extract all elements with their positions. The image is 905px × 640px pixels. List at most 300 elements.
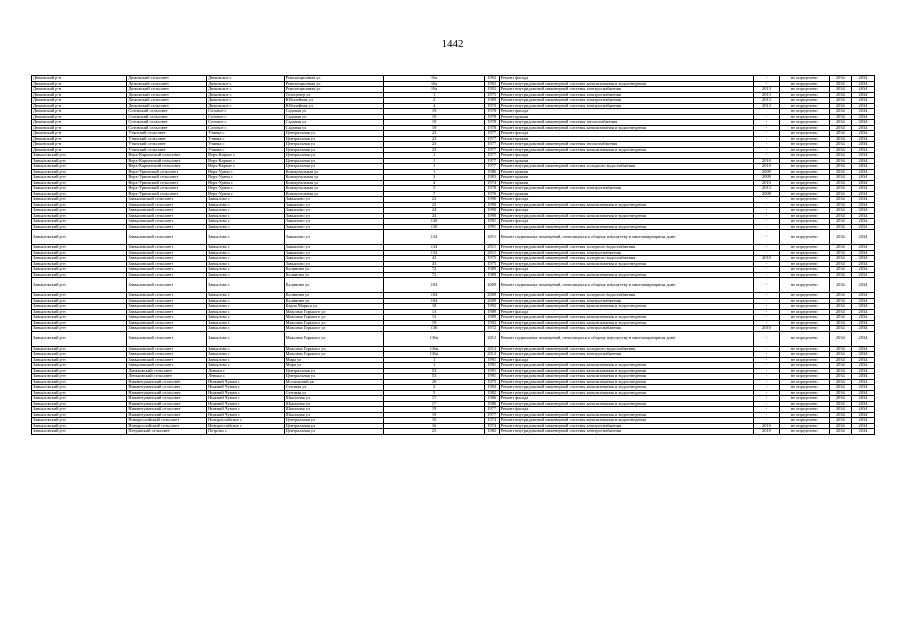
- plan-end-cell: 2034: [851, 180, 874, 186]
- year-built-cell: 1978: [484, 109, 499, 115]
- settlement-cell: Завьяловский сельсовет: [127, 256, 207, 262]
- cost-cell: не определено: [779, 267, 829, 273]
- street-cell: Максима Горького ул: [284, 352, 384, 358]
- cost-cell: не определено: [779, 158, 829, 164]
- plan-start-cell: 2034: [829, 407, 851, 413]
- last-repair-cell: 2010: [754, 423, 779, 429]
- plan-end-cell: 2034: [851, 309, 874, 315]
- work-type-cell: Ремонт фасада: [499, 219, 754, 225]
- year-built-cell: 1977: [484, 158, 499, 164]
- work-type-cell: Ремонт внутридомовой инженерной системы канализования и водоотведения: [499, 272, 754, 278]
- last-repair-cell: -: [754, 401, 779, 407]
- house-cell: 1: [384, 363, 485, 369]
- work-type-cell: Ремонт фасада: [499, 267, 754, 273]
- last-repair-cell: -: [754, 202, 779, 208]
- last-repair-cell: -: [754, 114, 779, 120]
- work-type-cell: Ремонт внутридомовой инженерной системы канализования и водоотведения: [499, 304, 754, 310]
- settlement-cell: Верх-Урюмский сельсовет: [127, 186, 207, 192]
- locality-cell: Завьялово с: [207, 219, 285, 225]
- district-cell: Дюковский р-н: [32, 109, 127, 115]
- last-repair-cell: -: [754, 153, 779, 159]
- district-cell: Завьяловский р-н: [32, 158, 127, 164]
- settlement-cell: Завьяловский сельсовет: [127, 272, 207, 278]
- street-cell: Садовая ул: [284, 109, 384, 115]
- plan-end-cell: 2034: [851, 368, 874, 374]
- settlement-cell: Сотовский сельсовет: [127, 125, 207, 131]
- year-built-cell: 1982: [484, 390, 499, 396]
- settlement-cell: Утянский сельсовет: [127, 136, 207, 142]
- year-built-cell: 2012: [484, 331, 499, 346]
- year-built-cell: 1989: [484, 315, 499, 321]
- plan-start-cell: 2034: [829, 169, 851, 175]
- house-cell: 43: [384, 256, 485, 262]
- cost-cell: не определено: [779, 261, 829, 267]
- plan-start-cell: 2034: [829, 331, 851, 346]
- plan-start-cell: 2034: [829, 315, 851, 321]
- work-type-cell: Ремонт внутридомовой инженерной системы канализования и водоотведения: [499, 261, 754, 267]
- street-cell: Революционная ул: [284, 87, 384, 93]
- house-cell: 5: [384, 186, 485, 192]
- work-type-cell: Ремонт внутридомовой инженерной системы холодного водоснабжения: [499, 245, 754, 251]
- settlement-cell: Завьяловский сельсовет: [127, 304, 207, 310]
- work-type-cell: Ремонт внутридомовой инженерной системы электроснабжения: [499, 103, 754, 109]
- plan-end-cell: 2034: [851, 158, 874, 164]
- house-cell: 1: [384, 153, 485, 159]
- plan-end-cell: 2034: [851, 98, 874, 104]
- cost-cell: не определено: [779, 407, 829, 413]
- cost-cell: не определено: [779, 379, 829, 385]
- year-built-cell: 1975: [484, 261, 499, 267]
- work-type-cell: Ремонт внутридомовой инженерной системы теплоснабжения: [499, 142, 754, 148]
- year-built-cell: 1977: [484, 412, 499, 418]
- plan-start-cell: 2034: [829, 256, 851, 262]
- year-built-cell: 1992: [484, 320, 499, 326]
- year-built-cell: 2012: [484, 352, 499, 358]
- work-type-cell: Ремонт внутридомовой инженерной системы канализования и водоотведения: [499, 81, 754, 87]
- cost-cell: не определено: [779, 120, 829, 126]
- settlement-cell: Завьяловский сельсовет: [127, 315, 207, 321]
- year-built-cell: 1989: [484, 272, 499, 278]
- locality-cell: Завьялово с: [207, 357, 285, 363]
- last-repair-cell: 2009: [754, 169, 779, 175]
- year-built-cell: 1977: [484, 142, 499, 148]
- repair-schedule-table: [31, 75, 875, 435]
- last-repair-cell: 2010: [754, 158, 779, 164]
- cost-cell: не определено: [779, 136, 829, 142]
- cost-cell: не определено: [779, 418, 829, 424]
- plan-start-cell: 2034: [829, 136, 851, 142]
- house-cell: 3: [384, 175, 485, 181]
- work-type-cell: Ремонт внутридомовой инженерной системы электроснабжения: [499, 326, 754, 332]
- locality-cell: Завьялово с: [207, 304, 285, 310]
- house-cell: 134: [384, 250, 485, 256]
- street-cell: Мира ул: [284, 357, 384, 363]
- house-cell: 19: [384, 114, 485, 120]
- last-repair-cell: -: [754, 224, 779, 230]
- street-cell: Завьялово ул: [284, 230, 384, 245]
- settlement-cell: Утянский сельсовет: [127, 147, 207, 153]
- house-cell: 22: [384, 197, 485, 203]
- year-built-cell: 1977: [484, 147, 499, 153]
- last-repair-cell: -: [754, 293, 779, 299]
- locality-cell: Завьялово с: [207, 331, 285, 346]
- locality-cell: Завьялово с: [207, 320, 285, 326]
- year-built-cell: 2011: [484, 230, 499, 245]
- district-cell: Завьяловский р-н: [32, 230, 127, 245]
- plan-start-cell: 2034: [829, 272, 851, 278]
- district-cell: Завьяловский р-н: [32, 250, 127, 256]
- plan-end-cell: 2034: [851, 202, 874, 208]
- cost-cell: не определено: [779, 401, 829, 407]
- district-cell: Завьяловский р-н: [32, 315, 127, 321]
- district-cell: Завьяловский р-н: [32, 331, 127, 346]
- last-repair-cell: -: [754, 125, 779, 131]
- last-repair-cell: 2008: [754, 191, 779, 197]
- locality-cell: Завьялово с: [207, 278, 285, 293]
- house-cell: 130: [384, 224, 485, 230]
- district-cell: Завьяловский р-н: [32, 293, 127, 299]
- plan-end-cell: 2034: [851, 197, 874, 203]
- house-cell: 16а: [384, 76, 485, 82]
- plan-start-cell: 2034: [829, 379, 851, 385]
- district-cell: Дюковский р-н: [32, 76, 127, 82]
- district-cell: Завьяловский р-н: [32, 352, 127, 358]
- street-cell: Центральная ул: [284, 142, 384, 148]
- plan-start-cell: 2034: [829, 352, 851, 358]
- last-repair-cell: 2010: [754, 429, 779, 435]
- locality-cell: Нижний Чуман с: [207, 412, 285, 418]
- year-built-cell: 1990: [484, 213, 499, 219]
- cost-cell: не определено: [779, 175, 829, 181]
- year-built-cell: 1975: [484, 92, 499, 98]
- work-type-cell: Ремонт крыши: [499, 158, 754, 164]
- settlement-cell: Завьяловский сельсовет: [127, 326, 207, 332]
- locality-cell: Верх-Карпат с: [207, 164, 285, 170]
- settlement-cell: Дюковский сельсовет: [127, 81, 207, 87]
- locality-cell: Леньки с: [207, 368, 285, 374]
- year-built-cell: 1991: [484, 368, 499, 374]
- settlement-cell: Дюковский сельсовет: [127, 87, 207, 93]
- work-type-cell: Ремонт фасада: [499, 76, 754, 82]
- district-cell: Завьяловский р-н: [32, 374, 127, 380]
- street-cell: Центральная ул: [284, 136, 384, 142]
- plan-end-cell: 2034: [851, 304, 874, 310]
- locality-cell: Дюковское с: [207, 76, 285, 82]
- locality-cell: Завьялово с: [207, 197, 285, 203]
- plan-end-cell: 2034: [851, 142, 874, 148]
- plan-start-cell: 2034: [829, 197, 851, 203]
- year-built-cell: 1989: [484, 309, 499, 315]
- settlement-cell: Завьяловский сельсовет: [127, 202, 207, 208]
- cost-cell: не определено: [779, 390, 829, 396]
- street-cell: Калинина ул: [284, 272, 384, 278]
- last-repair-cell: -: [754, 197, 779, 203]
- house-cell: 136а: [384, 352, 485, 358]
- street-cell: Центральная ул: [284, 429, 384, 435]
- house-cell: 16а: [384, 87, 485, 93]
- locality-cell: Верх-Карпат с: [207, 158, 285, 164]
- house-cell: 20: [384, 379, 485, 385]
- settlement-cell: Дюковский сельсовет: [127, 98, 207, 104]
- last-repair-cell: 2010: [754, 326, 779, 332]
- last-repair-cell: 2013: [754, 98, 779, 104]
- plan-start-cell: 2034: [829, 298, 851, 304]
- plan-start-cell: 2034: [829, 219, 851, 225]
- year-built-cell: 1972: [484, 326, 499, 332]
- year-built-cell: 1986: [484, 169, 499, 175]
- house-cell: 17: [384, 396, 485, 402]
- street-cell: Завьялово ул: [284, 250, 384, 256]
- settlement-cell: Завьяловский сельсовет: [127, 298, 207, 304]
- street-cell: Центральная ул: [284, 368, 384, 374]
- street-cell: Телецентр ул: [284, 92, 384, 98]
- street-cell: Карла Маркса ул: [284, 304, 384, 310]
- work-type-cell: Ремонт внутридомовой инженерной системы теплоснабжения: [499, 120, 754, 126]
- plan-start-cell: 2034: [829, 368, 851, 374]
- settlement-cell: Завьяловский сельсовет: [127, 245, 207, 251]
- plan-end-cell: 2034: [851, 191, 874, 197]
- last-repair-cell: -: [754, 357, 779, 363]
- plan-end-cell: 2034: [851, 103, 874, 109]
- last-repair-cell: -: [754, 315, 779, 321]
- last-repair-cell: -: [754, 272, 779, 278]
- locality-cell: Верх-Урюм с: [207, 191, 285, 197]
- street-cell: Центральная ул: [284, 423, 384, 429]
- locality-cell: Завьялово с: [207, 315, 285, 321]
- district-cell: Завьяловский р-н: [32, 202, 127, 208]
- work-type-cell: Ремонт внутридомовой инженерной системы канализования и водоотведения: [499, 224, 754, 230]
- last-repair-cell: -: [754, 320, 779, 326]
- plan-start-cell: 2034: [829, 92, 851, 98]
- last-repair-cell: -: [754, 208, 779, 214]
- last-repair-cell: 2013: [754, 87, 779, 93]
- settlement-cell: Сотовский сельсовет: [127, 114, 207, 120]
- street-cell: Центральная ул: [284, 147, 384, 153]
- year-built-cell: 1977: [484, 136, 499, 142]
- plan-start-cell: 2034: [829, 304, 851, 310]
- locality-cell: Завьялово с: [207, 202, 285, 208]
- last-repair-cell: -: [754, 363, 779, 369]
- plan-start-cell: 2034: [829, 385, 851, 391]
- plan-start-cell: 2034: [829, 357, 851, 363]
- locality-cell: Верх-Урюм с: [207, 175, 285, 181]
- year-built-cell: 1992: [484, 304, 499, 310]
- settlement-cell: Верх-Карпатский сельсовет: [127, 164, 207, 170]
- plan-end-cell: 2034: [851, 315, 874, 321]
- district-cell: Завьяловский р-н: [32, 267, 127, 273]
- year-built-cell: 1978: [484, 186, 499, 192]
- work-type-cell: Ремонт внутридомовой инженерной системы канализования и водоотведения: [499, 374, 754, 380]
- street-cell: Коммунальная ул: [284, 191, 384, 197]
- work-type-cell: Ремонт внутридомовой инженерной системы канализования и водоотведения: [499, 147, 754, 153]
- year-built-cell: 2009: [484, 293, 499, 299]
- work-type-cell: Ремонт внутридомовой инженерной системы канализования и водоотведения: [499, 412, 754, 418]
- street-cell: Школьная ул: [284, 396, 384, 402]
- district-cell: Завьяловский р-н: [32, 407, 127, 413]
- settlement-cell: Завьяловский сельсовет: [127, 346, 207, 352]
- locality-cell: Сотовое с: [207, 120, 285, 126]
- last-repair-cell: 2013: [754, 92, 779, 98]
- plan-start-cell: 2034: [829, 418, 851, 424]
- locality-cell: Нижний Чуман с: [207, 407, 285, 413]
- locality-cell: Верх-Урюм с: [207, 169, 285, 175]
- work-type-cell: Ремонт фасада: [499, 153, 754, 159]
- district-cell: Завьяловский р-н: [32, 213, 127, 219]
- locality-cell: Верх-Урюм с: [207, 180, 285, 186]
- street-cell: Революционная ул: [284, 81, 384, 87]
- work-type-cell: Ремонт фасада: [499, 197, 754, 203]
- district-cell: Завьяловский р-н: [32, 153, 127, 159]
- plan-start-cell: 2034: [829, 125, 851, 131]
- district-cell: Дюковский р-н: [32, 125, 127, 131]
- house-cell: 19: [384, 320, 485, 326]
- cost-cell: не определено: [779, 153, 829, 159]
- locality-cell: Новороссийское с: [207, 418, 285, 424]
- settlement-cell: Завьяловский сельсовет: [127, 352, 207, 358]
- year-built-cell: 1989: [484, 267, 499, 273]
- district-cell: Завьяловский р-н: [32, 368, 127, 374]
- plan-start-cell: 2034: [829, 76, 851, 82]
- plan-end-cell: 2034: [851, 267, 874, 273]
- cost-cell: не определено: [779, 131, 829, 137]
- last-repair-cell: -: [754, 304, 779, 310]
- street-cell: Революционная ул: [284, 76, 384, 82]
- work-type-cell: Ремонт внутридомовой инженерной системы канализования и водоотведения: [499, 213, 754, 219]
- plan-start-cell: 2034: [829, 224, 851, 230]
- year-built-cell: 1982: [484, 429, 499, 435]
- street-cell: Максима Горького ул: [284, 315, 384, 321]
- last-repair-cell: -: [754, 331, 779, 346]
- locality-cell: Утянка с: [207, 142, 285, 148]
- house-cell: 4: [384, 180, 485, 186]
- district-cell: Дюковский р-н: [32, 103, 127, 109]
- street-cell: Завьялово ул: [284, 256, 384, 262]
- plan-end-cell: 2034: [851, 278, 874, 293]
- plan-start-cell: 2034: [829, 363, 851, 369]
- plan-end-cell: 2034: [851, 396, 874, 402]
- settlement-cell: Верх-Карпатский сельсовет: [127, 153, 207, 159]
- cost-cell: не определено: [779, 278, 829, 293]
- work-type-cell: Ремонт подвальных помещений, относящихся к общему имуществу в многоквартирном доме: [499, 331, 754, 346]
- work-type-cell: Ремонт внутридомовой инженерной системы канализования и водоотведения: [499, 125, 754, 131]
- settlement-cell: Новороссийский сельсовет: [127, 418, 207, 424]
- locality-cell: Утянка с: [207, 136, 285, 142]
- plan-start-cell: 2034: [829, 98, 851, 104]
- last-repair-cell: -: [754, 298, 779, 304]
- street-cell: Мира ул: [284, 363, 384, 369]
- house-cell: 16а: [384, 81, 485, 87]
- plan-start-cell: 2034: [829, 396, 851, 402]
- year-built-cell: 1975: [484, 379, 499, 385]
- plan-end-cell: 2034: [851, 429, 874, 435]
- cost-cell: не определено: [779, 320, 829, 326]
- last-repair-cell: -: [754, 261, 779, 267]
- work-type-cell: Ремонт внутридомовой инженерной системы электроснабжения: [499, 429, 754, 435]
- locality-cell: Верх-Карпат с: [207, 153, 285, 159]
- house-cell: 1: [384, 169, 485, 175]
- locality-cell: Новороссийское с: [207, 423, 285, 429]
- house-cell: 1: [384, 158, 485, 164]
- settlement-cell: Сотовский сельсовет: [127, 120, 207, 126]
- cost-cell: не определено: [779, 125, 829, 131]
- street-cell: Завьялово ул: [284, 245, 384, 251]
- plan-end-cell: 2034: [851, 379, 874, 385]
- work-type-cell: Ремонт внутридомовой инженерной системы холодного водоснабжения: [499, 346, 754, 352]
- street-cell: Калинина ул: [284, 267, 384, 273]
- house-cell: 1: [384, 164, 485, 170]
- locality-cell: Завьялово с: [207, 352, 285, 358]
- settlement-cell: Нижнечуманский сельсовет: [127, 379, 207, 385]
- district-cell: Завьяловский р-н: [32, 401, 127, 407]
- district-cell: Завьяловский р-н: [32, 256, 127, 262]
- plan-start-cell: 2034: [829, 293, 851, 299]
- last-repair-cell: 2010: [754, 164, 779, 170]
- plan-end-cell: 2034: [851, 298, 874, 304]
- district-cell: Завьяловский р-н: [32, 363, 127, 369]
- district-cell: Дюковский р-н: [32, 120, 127, 126]
- settlement-cell: Леньковский сельсовет: [127, 368, 207, 374]
- street-cell: Завьялово ул: [284, 219, 384, 225]
- district-cell: Дюковский р-н: [32, 131, 127, 137]
- year-built-cell: 1992: [484, 76, 499, 82]
- house-cell: 2: [384, 98, 485, 104]
- year-built-cell: 1977: [484, 164, 499, 170]
- settlement-cell: Завьяловский сельсовет: [127, 357, 207, 363]
- district-cell: Завьяловский р-н: [32, 390, 127, 396]
- last-repair-cell: -: [754, 147, 779, 153]
- work-type-cell: Ремонт крыши: [499, 136, 754, 142]
- house-cell: 23: [384, 147, 485, 153]
- plan-start-cell: 2034: [829, 261, 851, 267]
- street-cell: Центральная ул: [284, 158, 384, 164]
- locality-cell: Завьялово с: [207, 213, 285, 219]
- street-cell: Завьялово ул: [284, 202, 384, 208]
- year-built-cell: 1978: [484, 120, 499, 126]
- work-type-cell: Ремонт внутридомовой инженерной системы канализования и водоотведения: [499, 363, 754, 369]
- cost-cell: не определено: [779, 224, 829, 230]
- settlement-cell: Нижнечуманский сельсовет: [127, 401, 207, 407]
- plan-end-cell: 2034: [851, 131, 874, 137]
- plan-start-cell: 2034: [829, 186, 851, 192]
- plan-end-cell: 2034: [851, 114, 874, 120]
- year-built-cell: 1990: [484, 208, 499, 214]
- locality-cell: Дюковское с: [207, 92, 285, 98]
- plan-end-cell: 2034: [851, 363, 874, 369]
- house-cell: 22: [384, 202, 485, 208]
- cost-cell: не определено: [779, 98, 829, 104]
- page-number: 1442: [441, 38, 464, 50]
- locality-cell: Завьялово с: [207, 256, 285, 262]
- cost-cell: не определено: [779, 76, 829, 82]
- cost-cell: не определено: [779, 368, 829, 374]
- settlement-cell: Завьяловский сельсовет: [127, 208, 207, 214]
- plan-start-cell: 2034: [829, 142, 851, 148]
- last-repair-cell: -: [754, 219, 779, 225]
- year-built-cell: 2011: [484, 250, 499, 256]
- house-cell: 13: [384, 315, 485, 321]
- last-repair-cell: -: [754, 346, 779, 352]
- year-built-cell: 1974: [484, 423, 499, 429]
- cost-cell: не определено: [779, 298, 829, 304]
- cost-cell: не определено: [779, 147, 829, 153]
- district-cell: Завьяловский р-н: [32, 412, 127, 418]
- table-row: [32, 278, 875, 293]
- plan-end-cell: 2034: [851, 326, 874, 332]
- settlement-cell: Завьяловский сельсовет: [127, 320, 207, 326]
- year-built-cell: 1990: [484, 202, 499, 208]
- house-cell: 17: [384, 401, 485, 407]
- year-built-cell: 1991: [484, 357, 499, 363]
